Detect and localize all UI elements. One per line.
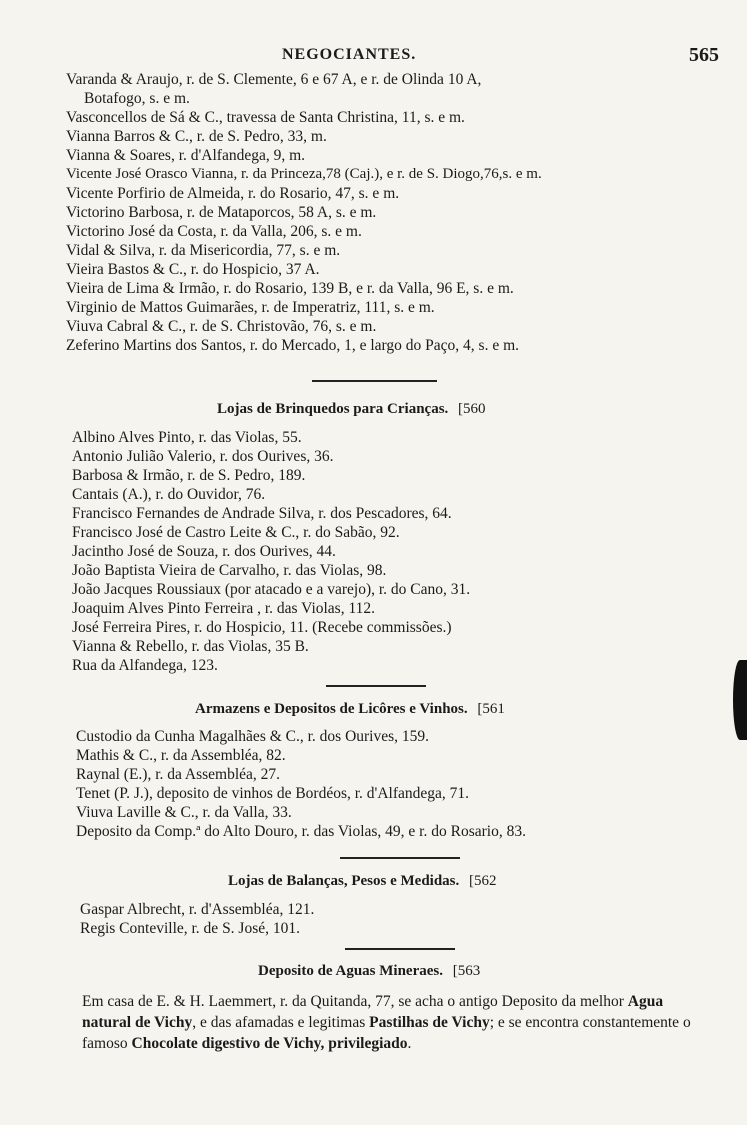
list-item: Vianna & Soares, r. d'Alfandega, 9, m. (66, 147, 306, 164)
list-item: Victorino José da Costa, r. da Valla, 206, s. e m. (66, 223, 362, 240)
list-item: Gaspar Albrecht, r. d'Assembléa, 121. (80, 901, 315, 918)
list-item: Vicente Porfirio de Almeida, r. do Rosario, 47, s. e m. (66, 185, 400, 202)
list-item: Vicente José Orasco Vianna, r. da Princeza,78 (Caj.), e r. de S. Diogo,76,s. e m. (66, 166, 542, 182)
section-divider (345, 948, 455, 950)
list-item: Vidal & Silva, r. da Misericordia, 77, s. e m. (66, 242, 341, 259)
section-number: [562 (469, 873, 497, 889)
page-number: 565 (689, 44, 719, 66)
list-item: Botafogo, s. e m. (84, 90, 190, 107)
paragraph-emphasis: Chocolate digestivo de Vichy, privilegiado (131, 1035, 408, 1052)
running-head: NEGOCIANTES. (282, 46, 417, 63)
list-item: Francisco José de Castro Leite & C., r. do Sabão, 92. (72, 524, 400, 541)
list-item: Zeferino Martins dos Santos, r. do Mercado, 1, e largo do Paço, 4, s. e m. (66, 337, 520, 354)
list-item: Jacintho José de Souza, r. dos Ourives, 44. (72, 543, 336, 560)
page-edge-mark (733, 660, 747, 740)
list-item: Joaquim Alves Pinto Ferreira , r. das Violas, 112. (72, 600, 376, 617)
list-item: Antonio Julião Valerio, r. dos Ourives, 36. (72, 448, 334, 465)
list-item: Vieira de Lima & Irmão, r. do Rosario, 139 B, e r. da Valla, 96 E, s. e m. (66, 280, 514, 297)
list-item: Raynal (E.), r. da Assembléa, 27. (76, 766, 281, 783)
paragraph-text: , e das afamadas e legitimas (192, 1014, 370, 1031)
list-item: Cantais (A.), r. do Ouvidor, 76. (72, 486, 266, 503)
list-item: Virginio de Mattos Guimarães, r. de Imperatriz, 111, s. e m. (66, 299, 435, 316)
paragraph-text: ; e se encontra constantemente o famoso (82, 1014, 691, 1052)
list-item: Rua da Alfandega, 123. (72, 657, 218, 674)
section-title: Lojas de Balanças, Pesos e Medidas. (228, 873, 460, 889)
list-item: Vianna & Rebello, r. das Violas, 35 B. (72, 638, 309, 655)
paragraph-text: Em casa de E. & H. Laemmert, r. da Quitanda, 77, se acha o antigo Deposito da melhor (82, 993, 628, 1010)
list-item: João Jacques Roussiaux (por atacado e a varejo), r. do Cano, 31. (72, 581, 471, 598)
list-item: Custodio da Cunha Magalhães & C., r. dos Ourives, 159. (76, 728, 430, 745)
section-heading (228, 873, 497, 890)
section-number: [560 (458, 401, 486, 417)
page-header (0, 44, 747, 68)
section-heading (217, 401, 486, 418)
notice-paragraph (82, 991, 712, 1054)
list-item: Victorino Barbosa, r. de Mataporcos, 58 A, s. e m. (66, 204, 377, 221)
paragraph-text: . (407, 1035, 412, 1052)
list-item: Mathis & C., r. da Assembléa, 82. (76, 747, 286, 764)
section-heading (258, 963, 480, 980)
list-item: Vianna Barros & C., r. de S. Pedro, 33, m. (66, 128, 327, 145)
list-item: Vieira Bastos & C., r. do Hospicio, 37 A. (66, 261, 320, 278)
section-heading (195, 701, 505, 718)
list-item: Deposito da Comp.ª do Alto Douro, r. das Violas, 49, e r. do Rosario, 83. (76, 823, 526, 840)
list-item: Regis Conteville, r. de S. José, 101. (80, 920, 301, 937)
list-item: Barbosa & Irmão, r. de S. Pedro, 189. (72, 467, 306, 484)
list-item: João Baptista Vieira de Carvalho, r. das Violas, 98. (72, 562, 387, 579)
section-divider (326, 685, 426, 687)
list-item: Vasconcellos de Sá & C., travessa de Santa Christina, 11, s. e m. (66, 109, 465, 126)
list-item: Tenet (P. J.), deposito de vinhos de Bordéos, r. d'Alfandega, 71. (76, 785, 470, 802)
section-divider (340, 857, 460, 859)
section-title: Lojas de Brinquedos para Crianças. (217, 401, 449, 417)
list-item: Francisco Fernandes de Andrade Silva, r. dos Pescadores, 64. (72, 505, 452, 522)
section-divider (312, 380, 437, 382)
paragraph-emphasis: Agua natural de Vichy (82, 993, 664, 1031)
list-item: Viuva Cabral & C., r. de S. Christovão, 76, s. e m. (66, 318, 377, 335)
list-item: Varanda & Araujo, r. de S. Clemente, 6 e 67 A, e r. de Olinda 10 A, (66, 71, 482, 88)
section-title: Armazens e Depositos de Licôres e Vinhos. (195, 701, 468, 717)
section-title: Deposito de Aguas Mineraes. (258, 963, 443, 979)
paragraph-emphasis: Pastilhas de Vichy (369, 1014, 490, 1031)
section-number: [563 (452, 963, 481, 979)
section-number: [561 (477, 701, 505, 717)
list-item: Albino Alves Pinto, r. das Violas, 55. (72, 429, 302, 446)
list-item: José Ferreira Pires, r. do Hospicio, 11. (Recebe commissões.) (72, 619, 452, 636)
list-item: Viuva Laville & C., r. da Valla, 33. (76, 804, 292, 821)
